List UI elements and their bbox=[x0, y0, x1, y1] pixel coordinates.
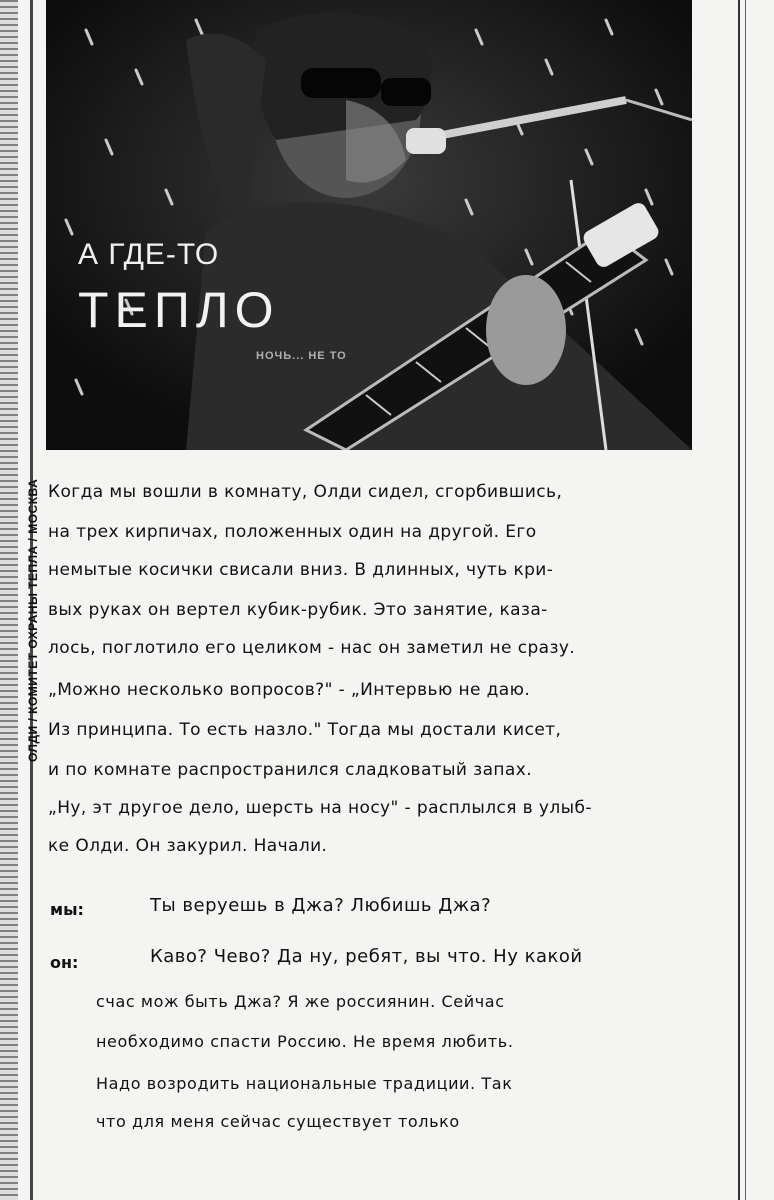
right-border-line bbox=[738, 0, 740, 1200]
page-edge-strip bbox=[0, 0, 18, 1200]
text-line: ке Олди. Он закурил. Начали. bbox=[48, 836, 328, 856]
dialogue-line: Ты веруешь в Джа? Любишь Джа? bbox=[150, 895, 492, 916]
dialogue-line: необходимо спасти Россию. Не время любить. bbox=[96, 1032, 514, 1051]
dialogue-line: что для меня сейчас существует только bbox=[96, 1112, 460, 1131]
speaker-label: мы: bbox=[50, 900, 84, 919]
text-line: лось, поглотило его целиком - нас он заметил не сразу. bbox=[48, 638, 576, 658]
text-line: и по комнате распространился сладковатый запах. bbox=[48, 760, 533, 780]
headline-line1: А ГДЕ-ТО bbox=[78, 238, 220, 271]
text-line: Когда мы вошли в комнату, Олди сидел, сгорбившись, bbox=[48, 482, 563, 502]
dialogue-line: Каво? Чево? Да ну, ребят, вы что. Ну какой bbox=[150, 946, 583, 967]
dialogue-line: Надо возродить национальные традиции. Так bbox=[96, 1074, 513, 1093]
text-line: немытые косички свисали вниз. В длинных, чуть кри- bbox=[48, 560, 554, 580]
concert-photo bbox=[46, 0, 692, 450]
guitarist-illustration bbox=[46, 0, 692, 450]
text-line: „Ну, эт другое дело, шерсть на носу" - расплылся в улыб- bbox=[48, 798, 592, 818]
text-line: Из принципа. То есть назло." Тогда мы достали кисет, bbox=[48, 720, 562, 740]
headline-line2: ТЕПЛО bbox=[78, 282, 280, 338]
right-border-line-thin bbox=[745, 0, 746, 1200]
text-line: „Можно несколько вопросов?" - „Интервью не даю. bbox=[48, 680, 531, 700]
side-credit: ОЛДИ / КОМИТЕТ ОХРАНЫ ТЕПЛА / МОСКВА bbox=[26, 478, 40, 762]
text-line: на трех кирпичах, положенных один на другой. Его bbox=[48, 522, 537, 542]
dialogue-line: счас мож быть Джа? Я же россиянин. Сейчас bbox=[96, 992, 505, 1011]
overlay-caption: НОЧЬ... НЕ ТО bbox=[256, 350, 347, 362]
speaker-label: он: bbox=[50, 953, 79, 972]
text-line: вых руках он вертел кубик-рубик. Это занятие, каза- bbox=[48, 600, 548, 620]
